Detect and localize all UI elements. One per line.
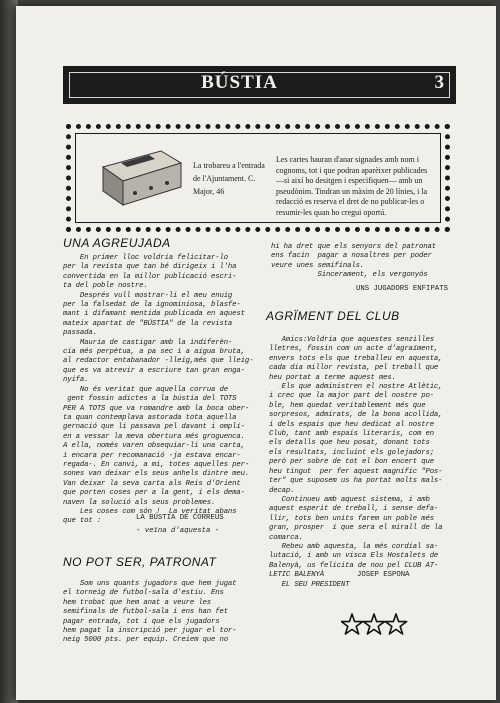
star-icon [341,614,362,634]
letter-1-signature: LA BÚSTIA DE CORREUS [136,514,224,522]
section-banner [63,66,456,104]
mailbox-icon [99,149,183,207]
mailbox-illustration [99,149,183,207]
letter-1-body: En primer lloc voldria felicitar-lo per la revista que tan bé dirigeix i l'ha convertida en la millor publicació escri- ta del poble nostre. Després vull mostrar-li el meu enuig per la falsedat de la ignominiosa, blasfe- mant i difamant mentida publicada en aquest mateix apartat de "BÚSTIA" de la revista passada. Mauria de castigar amb la indiferèn- cia més perpètua, a pa sec i a aigua bruta, al redactor entabanador -lleig,més que lleig- que es va atrevir a escriure tan gran enga- nyifa. No és veritat que aquella corrua de gent fossin adictes a la bústia del TOTS PER A TOTS que va romandre amb la boca ober- ta quan contemplava astorada tota aquella gernació que li passava pel davant i omplí- en a vessar la meva obertura més groguenca. A ella, només varen obsequiar-li una carta, i encara per recomanació -ja estava encar- regada-. En canvi, a mi, totes aquelles per- sones van deixar els seus anhels dintre meu. Van deixar la seva carta als Reis d'Orient que porten coses per a la gent, i els dema- naven la solució als seus problemes. Les coses com són ! La veritat abans que tot : [63,254,254,526]
section-title: BÚSTIA [201,72,278,93]
letters-rules-text: Les cartes hauran d'anar signades amb nom i cognoms, tot i que podran aparèixer publicades —si així ho desitgen i especifiquen— amb un pseudònim. Tindran un màxim de 20 línies, i la redacció es reserva el dret de no publicar-les o resumir-les quan ho cregui oportú. [276,155,428,217]
letter-3-signature: JOSEP ESPONA [357,571,410,579]
mailbox-location-caption: La trobareu a l'entrada de l'Ajuntament. C. Major, 46 [193,161,265,196]
star-icon [385,614,406,634]
three-stars-ornament [341,613,409,637]
letter-1-signature-note: - veïna d'aquesta - [136,527,220,535]
letter-2-continuation: hi ha dret que els senyors del patronat ens facin pagar a nosaltres per poder veure unes semifinals. Sincerament, els vergonyós [271,243,436,280]
page-number: 3 [434,72,444,93]
magazine-page [16,6,496,700]
letter-2-signature: UNS JUGADORS ENFIPATS [356,285,448,293]
letter-2-body: Som uns quants jugadors que hem jugat el torneig de futbol-sala d'estiu. Ens hem trobat que hem anat a veure les semifinals de futbol-sala i ens han fet pagar entrada, tot i que els jugadors hem pagat la inscripció per jugar el tor- neig 5000 pts. per equip. Creiem que no [63,580,237,645]
letter-3-title: AGRÏMENT DEL CLUB [266,309,400,323]
letter-2-title: NO POT SER, PATRONAT [63,555,217,569]
mailbox-notice-frame [66,124,450,232]
letter-1-title: UNA AGREUJADA [63,236,171,250]
letter-3-body: Amics:Voldria que aquestes senzilles lletres, fossin com un acte d'agraïment, envers tots els que treballeu en aquesta, cada dia millor revista, pel treball que heu portat a terme aquest mes. Els que administren el nostre Atlètic, i crec que la major part del nostre po- ble, hem quedat veritablement més que sorpresos, admirats, de la bona acollida, i dels espais que heu dedicat al nostre Club, tant amb espais literaris, com en els detalls que heu posat, donant tots els resultats, incluint els golejadors; però per sobre de tot el bon encert que heu tingut per fer aquest magnífic "Pos- ter" que suposem us ha portat molts mals- decap. Continueu amb aquest sistema, i amb aquest esperit de treball, i sense defa- llir, tots ben units farem un poble més gran, prosper i que sera el mirall de la comarca. Rebeu amb aquesta, la més cordial sa- lutació, i amb un visca Els Hostalets de Balenyà, us felicita de nou pel CLUB AT- LETIC BALENYÀ EL SEU PRESIDENT [269,336,443,589]
star-icon [363,614,384,634]
